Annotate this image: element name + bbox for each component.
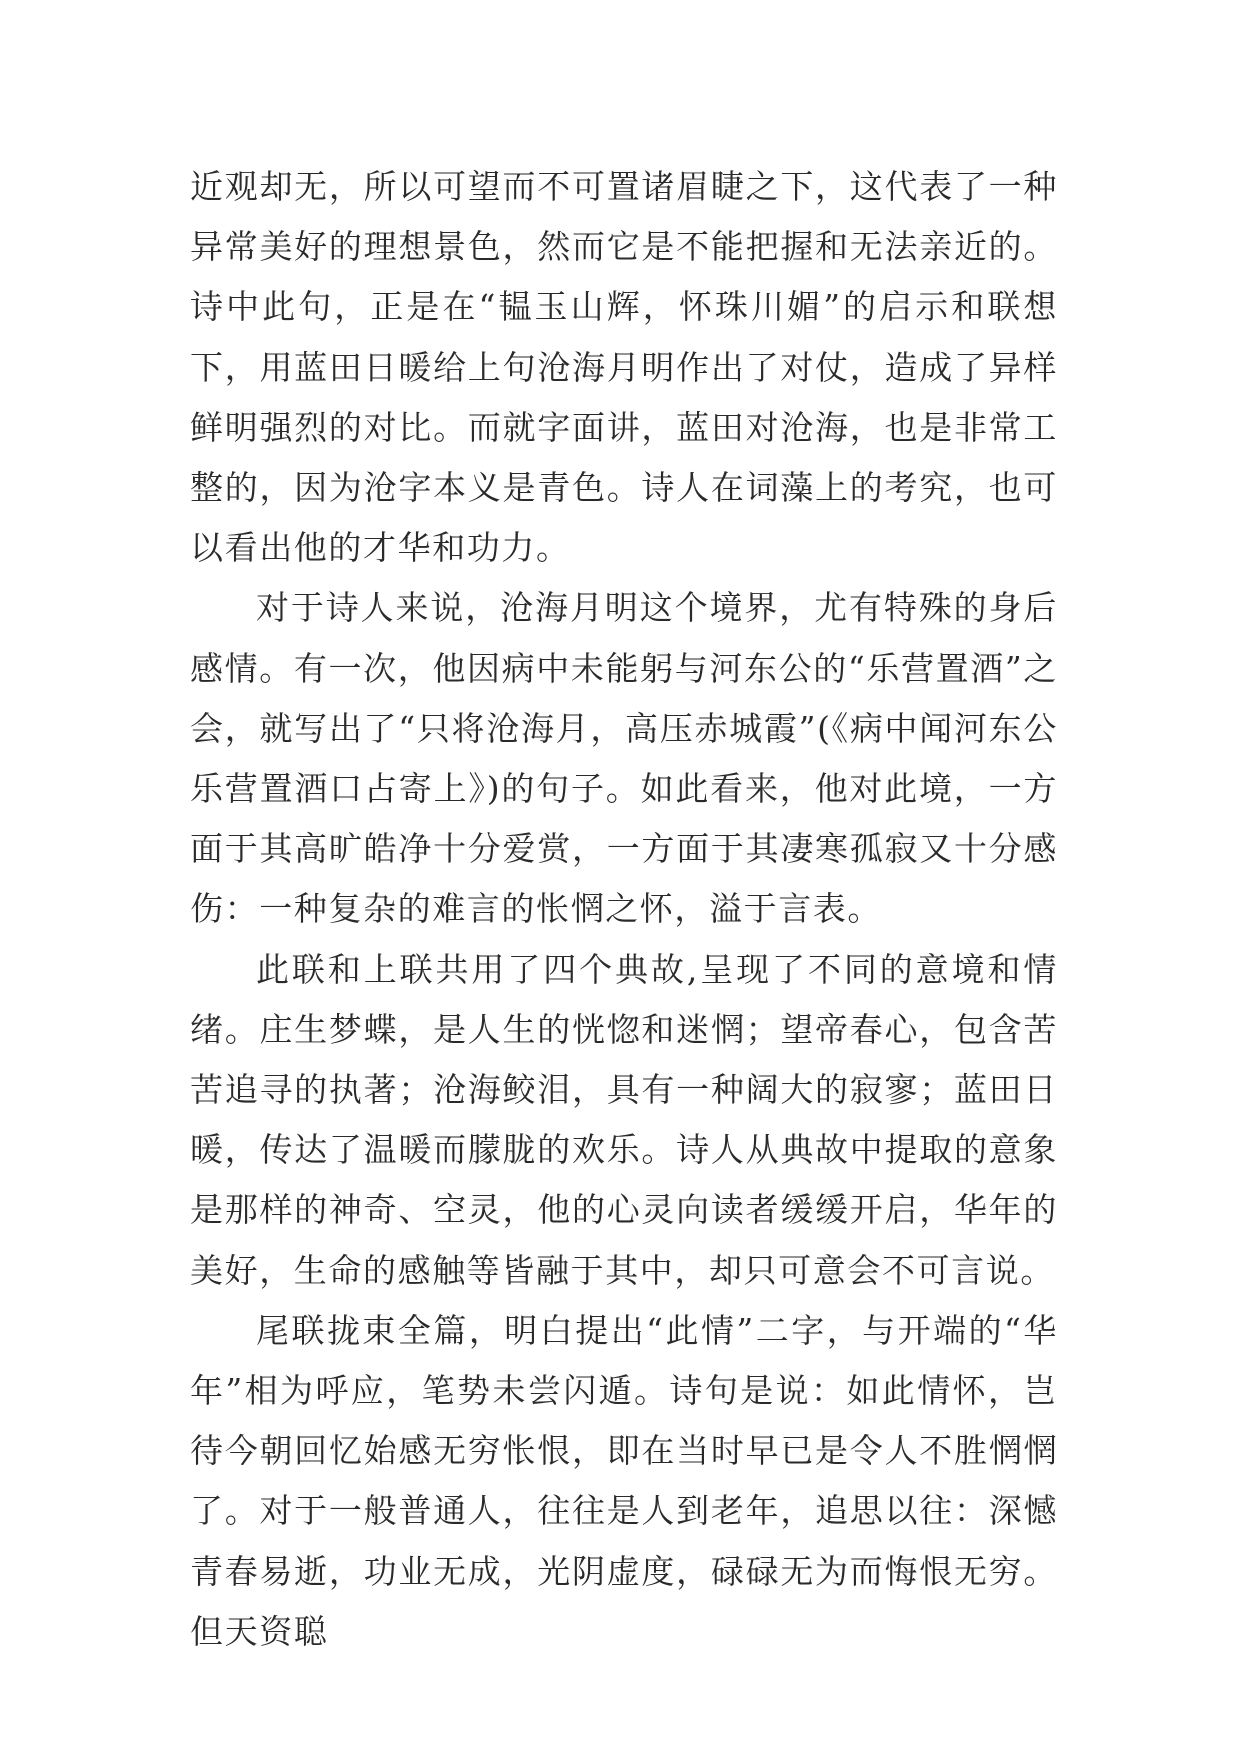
paragraph: 此联和上联共用了四个典故,呈现了不同的意境和情绪。庄生梦蝶，是人生的恍惚和迷惘；望帝春心，包含苦苦追寻的执著；沧海鲛泪，具有一种阔大的寂寥；蓝田日暖，传达了温暖而朦胧的欢乐。诗人从典故中提取的意象是那样的神奇、空灵，他的心灵向读者缓缓开启，华年的美好，生命的感触等皆融于其中，却只可意会不可言说。 bbox=[190, 949, 1058, 1290]
paragraph: 近观却无，所以可望而不可置诸眉睫之下，这代表了一种异常美好的理想景色，然而它是不能把握和无法亲近的。诗中此句，正是在“韫玉山辉，怀珠川媚”的启示和联想下，用蓝田日暖给上句沧海月明作出了对仗，造成了异样鲜明强烈的对比。而就字面讲，蓝田对沧海，也是非常工整的，因为沧字本义是青色。诗人在词藻上的考究，也可以看出他的才华和功力。 bbox=[190, 167, 1058, 568]
document-body bbox=[190, 157, 1058, 1662]
paragraph: 对于诗人来说，沧海月明这个境界，尤有特殊的身后感情。有一次，他因病中未能躬与河东公的“乐营置酒”之会，就写出了“只将沧海月，高压赤城霞”(《病中闻河东公乐营置酒口占寄上》)的句子。如此看来，他对此境，一方面于其高旷皓净十分爱赏，一方面于其凄寒孤寂又十分感伤：一种复杂的难言的怅惘之怀，溢于言表。 bbox=[190, 588, 1058, 929]
paragraph: 尾联拢束全篇，明白提出“此情”二字，与开端的“华年”相为呼应，笔势未尝闪遁。诗句是说：如此情怀，岂待今朝回忆始感无穷怅恨，即在当时早已是令人不胜惘惘了。对于一般普通人，往往是人到老年，追思以往：深憾青春易逝，功业无成，光阴虚度，碌碌无为而悔恨无穷。但天资聪 bbox=[190, 1310, 1058, 1651]
